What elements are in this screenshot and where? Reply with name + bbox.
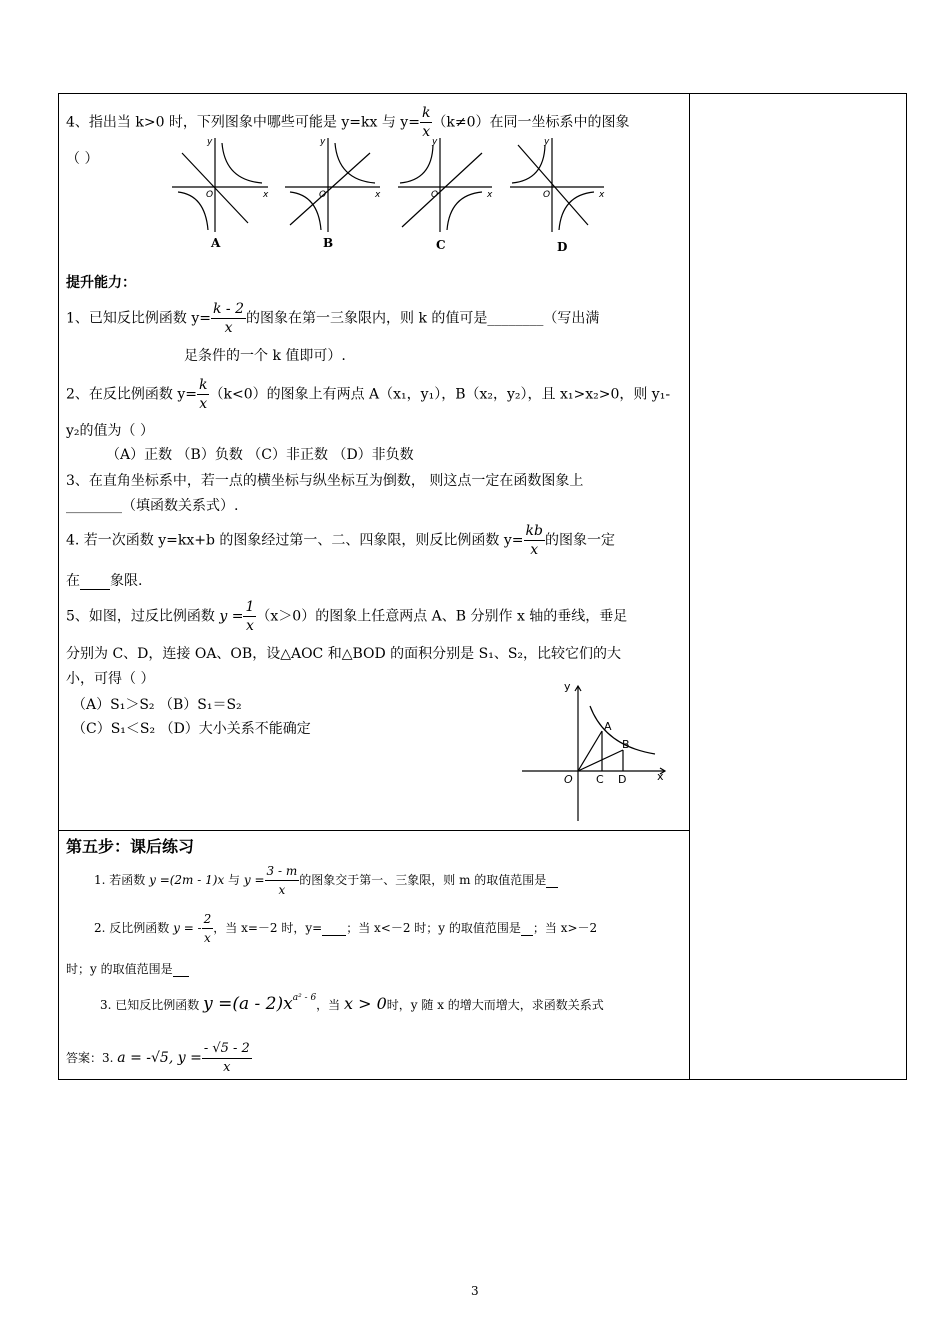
svg-text:x: x — [487, 190, 493, 200]
s5-q1-text-b: 与 — [228, 873, 241, 887]
s5-answer — [66, 1040, 252, 1077]
svg-text:O: O — [543, 190, 551, 200]
p2-line1 — [66, 376, 670, 413]
s5-q2-fraction — [202, 910, 214, 947]
p5-options-row2: （C）S₁＜S₂ （D）大小关系不能确定 — [72, 721, 311, 737]
p5-line2: 分别为 C、D，连接 OA、OB，设△AOC 和△BOD 的面积分别是 S₁、S₂，比较它们的大 — [66, 646, 622, 662]
s5-answer-frac-num: - √5 - 2 — [202, 1040, 252, 1059]
p5-y-eq: y = — [219, 608, 244, 625]
svg-text:y: y — [432, 137, 438, 147]
s5-q2-text-a: 2. 反比例函数 — [94, 921, 170, 935]
p4-text-b: 的图象一定 — [544, 532, 615, 549]
s5-answer-fraction — [202, 1040, 252, 1077]
s5-q2-y: y = - — [173, 921, 202, 935]
p5-fraction — [243, 598, 256, 635]
svg-text:O: O — [206, 190, 214, 200]
svg-text:O: O — [431, 190, 439, 200]
p1-fraction — [211, 300, 246, 337]
p3-line2: ________（填函数关系式）. — [66, 498, 239, 514]
p1-text-b: 的图象在第一三象限内，则 k 的值可是________（写出满 — [246, 310, 600, 327]
page-number: 3 — [471, 1284, 479, 1298]
s5-q3-func: y =(a - 2)x — [203, 994, 293, 1014]
s5-q2-line2 — [66, 960, 189, 977]
p4-line2 — [66, 570, 142, 590]
fig-y-label: y — [564, 680, 571, 693]
fig-point-a: A — [604, 720, 612, 733]
q4-text-a: 4、指出当 k>0 时，下列图象中哪些可能是 y=kx 与 y= — [66, 114, 420, 131]
fig-point-c: C — [596, 773, 604, 786]
section5-heading: 第五步：课后练习 — [66, 837, 195, 856]
p2-fraction — [197, 376, 209, 413]
p3-line1: 3、在直角坐标系中，若一点的横坐标与纵坐标互为倒数， 则这点一定在函数图象上 — [66, 473, 584, 489]
row-divider — [58, 830, 689, 831]
s5-q3-text-a: 3. 已知反比例函数 — [100, 998, 200, 1012]
s5-q3-text-b: ，当 — [316, 998, 341, 1012]
s5-q2-text-c: ；当 x<－2 时；y 的取值范围是 — [346, 921, 521, 935]
s5-q2-blank1 — [322, 921, 346, 936]
s5-q2-text-e: 时；y 的取值范围是 — [66, 962, 173, 976]
p4-text-a: 4. 若一次函数 y=kx+b 的图象经过第一、二、四象限，则反比例函数 y= — [66, 532, 524, 549]
p5-text-a: 5、如图，过反比例函数 — [66, 608, 215, 625]
p2-frac-den: x — [199, 396, 208, 412]
p5-figure — [520, 676, 670, 824]
s5-q1-frac-num: 3 - m — [265, 862, 300, 881]
s5-q2-text-d: ；当 x>－2 — [532, 921, 598, 935]
s5-q1-func1: y =(2m - 1)x — [149, 873, 225, 887]
p2-text-a: 2、在反比例函数 y= — [66, 386, 197, 403]
s5-q1-text-c: 的图象交于第一、三象限，则 m 的取值范围是 — [299, 873, 547, 887]
p1-line2: 足条件的一个 k 值即可）. — [184, 348, 346, 364]
graph-label-b: B — [323, 236, 334, 250]
s5-q1-text-a: 1. 若函数 — [94, 873, 146, 887]
p5-frac-num: 1 — [245, 599, 255, 615]
p4-line1 — [66, 522, 615, 559]
s5-q1-fraction — [265, 862, 300, 899]
s5-q1-frac-den: x — [278, 883, 286, 897]
svg-text:y: y — [320, 137, 326, 147]
svg-text:x: x — [599, 190, 605, 200]
fig-origin-label: O — [564, 773, 573, 786]
s5-q3-condition: x > 0 — [344, 994, 387, 1013]
s5-answer-formula: a = -√5, y = — [117, 1050, 202, 1066]
q4-frac-num: k — [421, 105, 431, 121]
p2-line2: y₂的值为（ ） — [66, 423, 154, 439]
s5-q1-blank — [546, 873, 558, 888]
fig-point-d: D — [618, 773, 627, 786]
s5-answer-frac-den: x — [223, 1060, 231, 1075]
p1-frac-num: k - 2 — [213, 301, 245, 317]
s5-q2-frac-num: 2 — [202, 910, 214, 929]
s5-q2-blank2 — [521, 921, 533, 936]
p1-line1 — [66, 300, 599, 337]
svg-text:x: x — [263, 190, 269, 200]
svg-text:y: y — [544, 137, 550, 147]
s5-q3-text-c: 时，y 随 x 的增大而增大，求函数关系式 — [386, 998, 604, 1012]
q4-graphs — [170, 135, 610, 260]
p5-text-b: （x＞0）的图象上任意两点 A、B 分别作 x 轴的垂线，垂足 — [256, 608, 628, 625]
s5-answer-label: 答案：3. — [66, 1051, 114, 1065]
p4-blank — [80, 573, 110, 590]
s5-q1-y: y = — [243, 873, 265, 887]
q4-answer-bracket: （ ） — [66, 151, 99, 167]
graph-label-a: A — [211, 236, 221, 250]
p5-frac-den: x — [245, 618, 254, 634]
s5-q3 — [100, 994, 604, 1014]
q4-text-b: （k≠0）在同一坐标系中的图象 — [432, 114, 630, 131]
p2-options: （A）正数 （B）负数 （C）非正数 （D）非负数 — [106, 447, 414, 463]
p2-text-b: （k<0）的图象上有两点 A（x₁，y₁），B（x₂，y₂），且 x₁>x₂>0，则 y₁- — [209, 386, 671, 403]
p2-frac-num: k — [199, 377, 208, 393]
p4-frac-den: x — [530, 542, 539, 558]
s5-q1 — [94, 862, 558, 899]
graph-label-d: D — [557, 240, 568, 254]
p5-line3: 小，可得（ ） — [66, 671, 155, 687]
s5-q2-blank3 — [173, 962, 189, 977]
column-divider — [689, 93, 690, 1080]
p4-text-c: 在 — [66, 573, 80, 589]
section-improve-heading: 提升能力： — [66, 275, 136, 291]
p5-options-row1: （A）S₁＞S₂ （B）S₁＝S₂ — [72, 697, 242, 713]
graph-label-c: C — [436, 238, 446, 252]
p4-text-d: 象限. — [110, 573, 143, 589]
p5-line1 — [66, 598, 627, 635]
svg-text:y: y — [207, 137, 213, 147]
svg-text:x: x — [375, 190, 381, 200]
p4-fraction — [524, 522, 545, 559]
s5-q2-text-b: ，当 x=－2 时，y= — [213, 921, 323, 935]
s5-q3-exponent: a² - 6 — [292, 993, 317, 1003]
p1-text-a: 1、已知反比例函数 y= — [66, 310, 211, 327]
p1-frac-den: x — [224, 320, 233, 336]
fig-x-label: x — [657, 770, 664, 783]
svg-text:O: O — [319, 190, 327, 200]
s5-q2-frac-den: x — [204, 931, 211, 945]
q4-frac-den: x — [422, 124, 431, 140]
p4-frac-num: kb — [525, 523, 543, 539]
fig-point-b: B — [622, 738, 630, 751]
s5-q2 — [94, 910, 597, 947]
